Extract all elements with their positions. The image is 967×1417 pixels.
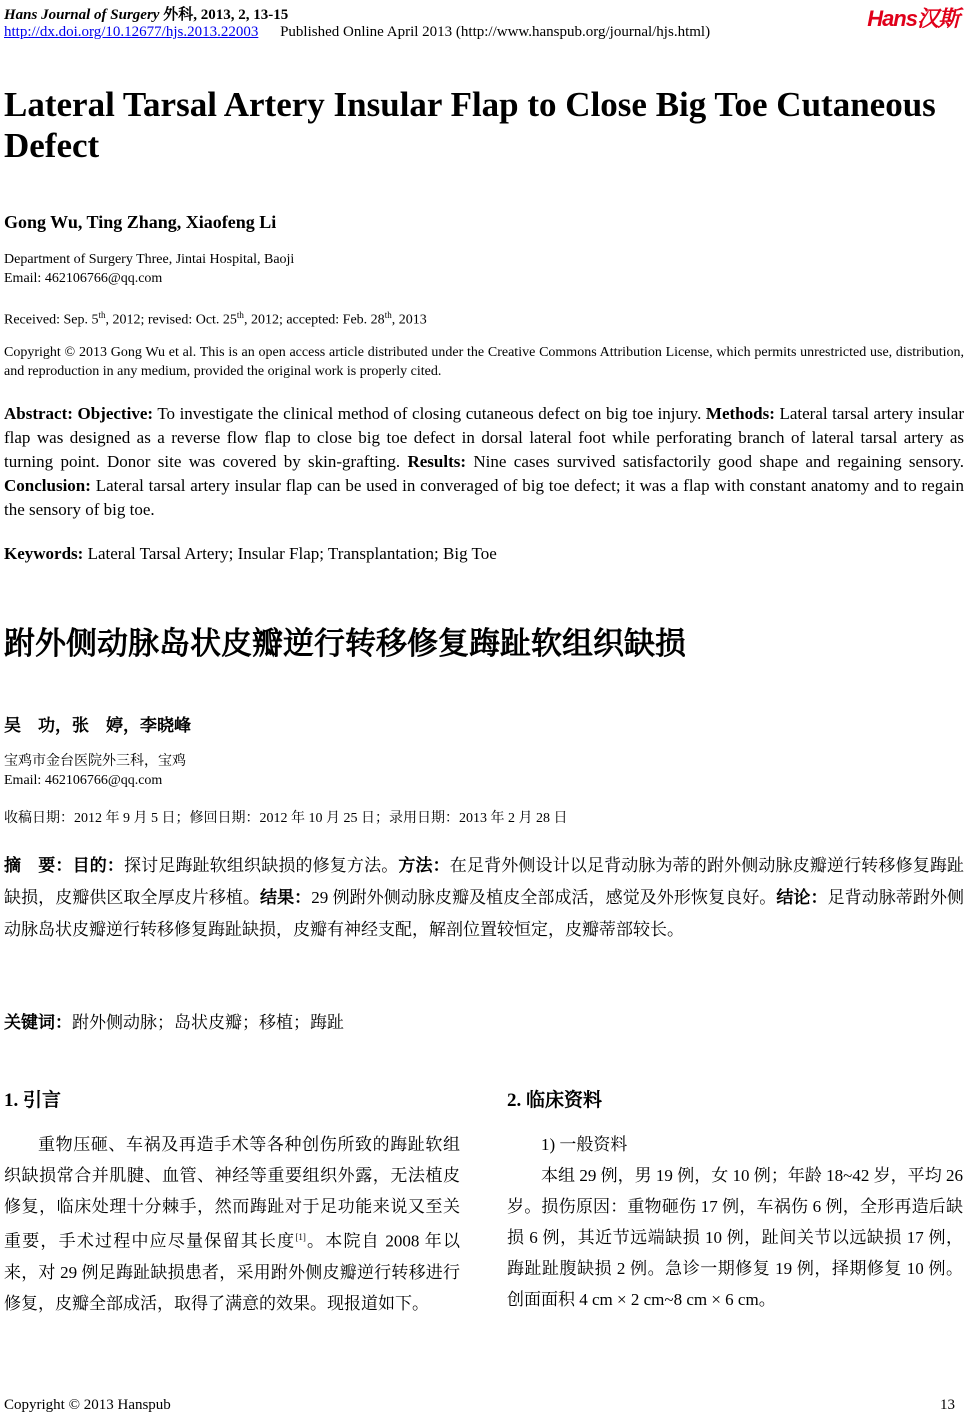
conclusion-text: Lateral tarsal artery insular flap can be used in converaged of big toe defect; it was a flap with constant anatomy and to regain the sensory of big toe. bbox=[4, 476, 964, 519]
methods-label-cn: 方法： bbox=[398, 856, 450, 876]
received-sup: th bbox=[98, 310, 106, 320]
journal-header bbox=[4, 3, 288, 24]
received-part: , 2013 bbox=[391, 312, 427, 328]
methods-text: Lateral tarsal artery insular flap was designed as a reverse flow flap to close big toe defect in dorsal lateral foot while perforating branch of lateral tarsal artery as turning point. Donor site was covered by skin-grafting. bbox=[4, 404, 965, 471]
paper-title-cn: 跗外侧动脉岛状皮瓣逆行转移修复踇趾软组织缺损 bbox=[4, 626, 686, 662]
column-left bbox=[4, 1085, 460, 1319]
abstract-en bbox=[4, 402, 964, 522]
journal-volume: , 2013, 2, 13-15 bbox=[193, 7, 289, 23]
hans-logo: Hans汉斯 bbox=[867, 6, 959, 31]
conclusion-text-cn: 足背动脉蒂跗外侧动脉岛状皮瓣逆行转移修复踇趾缺损，皮瓣有神经支配，解剖位置较恒定，皮瓣蒂部较长。 bbox=[4, 888, 965, 939]
section-1-title: 引言 bbox=[23, 1089, 62, 1111]
received-dates-cn: 收稿日期：2012 年 9 月 5 日；修回日期：2012 年 10 月 25 日；录用日期：2013 年 2 月 28 日 bbox=[4, 811, 568, 826]
section-2-paragraph: 本组 29 例，男 19 例，女 10 例；年龄 18~42 岁，平均 26 岁。损伤原因：重物砸伤 17 例，车祸伤 6 例，全形再造后缺损 6 例，其近节远端缺损 10 例，趾间关节以远缺损 17 例，踇趾趾腹缺损 2 例。急诊一期修复 19 例，择期修复 10 例。创面面积 4 cm × 2 cm~8 cm × 6 cm。 bbox=[507, 1166, 963, 1309]
page-number: 13 bbox=[940, 1397, 955, 1413]
objective-label-cn: 目的： bbox=[72, 856, 125, 876]
abstract-cn bbox=[4, 850, 964, 945]
affiliation-block-en bbox=[4, 250, 294, 288]
received-part: Received: Sep. 5 bbox=[4, 312, 99, 328]
results-text: Nine cases survived satisfactorily good shape and regaining sensory. bbox=[473, 452, 964, 471]
objective-text-cn: 探讨足踇趾软组织缺损的修复方法。 bbox=[124, 856, 399, 875]
received-dates-en bbox=[4, 306, 427, 330]
keywords-label-cn: 关键词： bbox=[4, 1013, 72, 1033]
objective-label: Objective: bbox=[77, 404, 154, 423]
section-1-number: 1. bbox=[4, 1090, 19, 1111]
keywords-en bbox=[4, 544, 497, 564]
column-right bbox=[507, 1085, 963, 1315]
abstract-label: Abstract: bbox=[4, 404, 73, 423]
methods-label: Methods: bbox=[705, 404, 775, 423]
affiliation-block-cn bbox=[4, 752, 186, 790]
doi-line bbox=[4, 24, 710, 41]
section-2-number: 2. bbox=[507, 1090, 522, 1111]
received-sup: th bbox=[384, 310, 392, 320]
keywords-text: Lateral Tarsal Artery; Insular Flap; Transplantation; Big Toe bbox=[87, 544, 497, 563]
published-online: Published Online April 2013 (http://www.hanspub.org/journal/hjs.html) bbox=[280, 24, 711, 40]
conclusion-label: Conclusion: bbox=[4, 476, 91, 495]
objective-text: To investigate the clinical method of closing cutaneous defect on big toe injury. bbox=[157, 404, 702, 423]
received-part: , 2012; revised: Oct. 25 bbox=[105, 312, 237, 328]
section-1-text: 重物压砸、车祸及再造手术等各种创伤所致的踇趾软组织缺损常合并肌腱、血管、神经等重要组织外露，无法植皮修复，临床处理十分棘手，然而踇趾对于足功能来说又至关重要，手术过程中应尽量保留其长度 bbox=[4, 1135, 460, 1251]
affiliation-en: Department of Surgery Three, Jintai Hospital, Baoji bbox=[4, 252, 295, 267]
keywords-text-cn: 跗外侧动脉；岛状皮瓣；移植；踇趾 bbox=[72, 1013, 344, 1032]
footer-copyright: Copyright © 2013 Hanspub bbox=[4, 1397, 171, 1413]
email-en: Email: 462106766@qq.com bbox=[4, 271, 163, 286]
section-2-title: 临床资料 bbox=[526, 1089, 603, 1111]
subsection-heading: 1) 一般资料 bbox=[541, 1135, 628, 1154]
authors-en: Gong Wu, Ting Zhang, Xiaofeng Li bbox=[4, 212, 277, 232]
received-sup: th bbox=[236, 310, 244, 320]
doi-link[interactable]: http://dx.doi.org/10.12677/hjs.2013.22003 bbox=[4, 24, 259, 40]
paper-title-en: Lateral Tarsal Artery Insular Flap to Close Big Toe Cutaneous Defect bbox=[4, 85, 936, 165]
keywords-label: Keywords: bbox=[4, 544, 84, 563]
copyright-notice-en: Copyright © 2013 Gong Wu et al. This is an open access article distributed under the Creative Commons Attribution License, which permits unrestricted use, distribution, and reproduction in any medium, provided the original work is properly cited. bbox=[4, 345, 964, 379]
authors-cn: 吴 功，张 婷，李晓峰 bbox=[4, 716, 191, 736]
email-cn: Email: 462106766@qq.com bbox=[4, 773, 163, 788]
results-text-cn: 29 例跗外侧动脉皮瓣及植皮全部成活，感觉及外形恢复良好。 bbox=[311, 888, 777, 907]
results-label: Results: bbox=[407, 452, 467, 471]
section-1-text-cont: 。本院自 2008 年以来，对 29 例足踇趾缺损患者，采用跗外侧皮瓣逆行转移进行修复，皮瓣全部成活，取得了满意的效果。现报道如下。 bbox=[4, 1231, 461, 1313]
received-part: , 2012; accepted: Feb. 28 bbox=[243, 312, 385, 328]
methods-text-cn: 在足背外侧设计以足背动脉为蒂的跗外侧动脉皮瓣逆行转移修复踇趾缺损，皮瓣供区取全厚皮片移植。 bbox=[4, 856, 965, 907]
section-1-paragraph bbox=[4, 1129, 460, 1319]
abstract-label-cn: 摘 要： bbox=[4, 856, 73, 876]
journal-name-cn: 外科 bbox=[163, 7, 194, 23]
section-1-heading bbox=[4, 1085, 460, 1116]
journal-name: Hans Journal of Surgery bbox=[4, 7, 160, 23]
results-label-cn: 结果： bbox=[260, 888, 312, 908]
conclusion-label-cn: 结论： bbox=[776, 888, 828, 908]
citation-ref[interactable]: [1] bbox=[295, 1232, 306, 1242]
keywords-cn bbox=[4, 1008, 344, 1033]
section-2-heading bbox=[507, 1085, 963, 1116]
affiliation-cn: 宝鸡市金台医院外三科，宝鸡 bbox=[4, 754, 186, 769]
